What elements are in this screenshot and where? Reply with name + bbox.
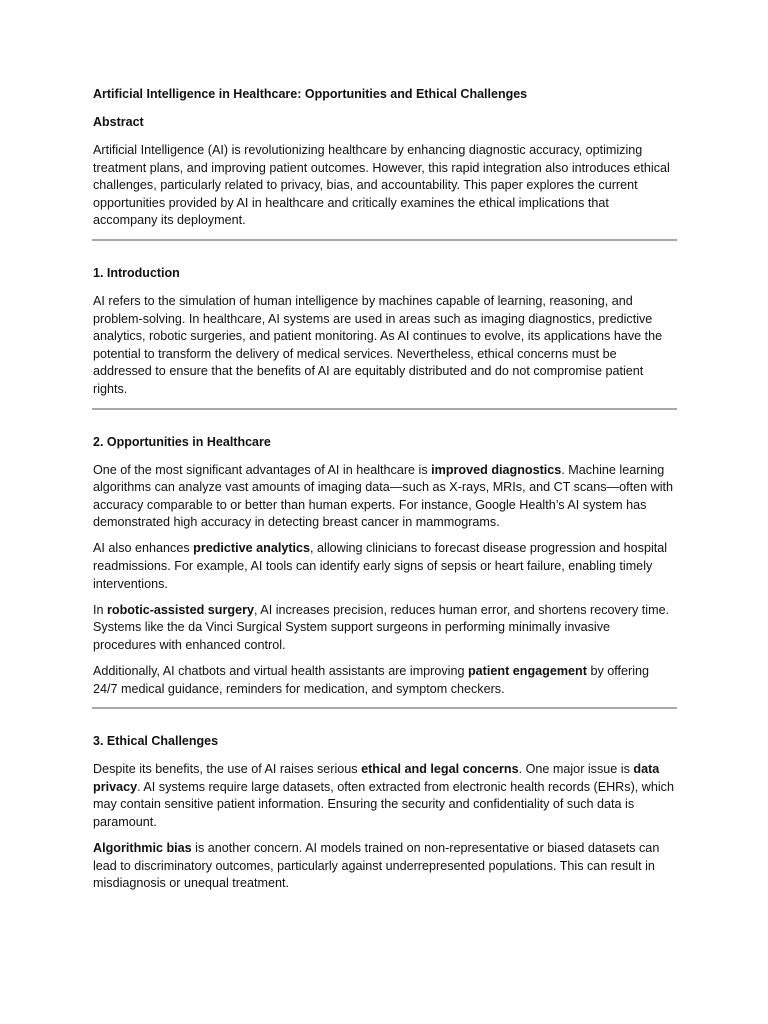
patient-engagement-paragraph bbox=[93, 663, 676, 698]
bold-term: patient engagement bbox=[467, 663, 587, 678]
section-heading-opportunities: 2. Opportunities in Healthcare bbox=[93, 434, 271, 449]
paragraph-text: , AI increases precision, reduces human error, and shortens recovery time. Systems like the da Vinci Surgical System support surgeons in performing minimally invasive procedures with enhanced control. bbox=[93, 602, 670, 652]
abstract-text: Artificial Intelligence (AI) is revolutionizing healthcare by enhancing diagnostic accuracy, optimizing treatment plans, and improving patient outcomes. However, this rapid integration also introduces ethical challenges, particularly related to privacy, bias, and accountability. This paper explores the current opportunities provided by AI in healthcare and critically examines the ethical implications that accompany its deployment. bbox=[93, 143, 670, 228]
paragraph-text: AI also enhances bbox=[93, 541, 194, 556]
document-title: Artificial Intelligence in Healthcare: Opportunities and Ethical Challenges bbox=[93, 87, 528, 101]
paragraph-text: In bbox=[93, 602, 108, 617]
paragraph-text: , allowing clinicians to forecast disease progression and hospital readmissions. For example, AI tools can identify early signs of sepsis or heart failure, enabling timely interventions. bbox=[93, 541, 668, 591]
paragraph-text: Despite its benefits, the use of AI raises serious bbox=[93, 762, 362, 777]
bold-term: predictive analytics bbox=[193, 541, 311, 556]
paragraph-text: One of the most significant advantages of AI in healthcare is bbox=[93, 462, 432, 477]
section-heading-introduction: 1. Introduction bbox=[93, 265, 180, 280]
bold-term: data privacy bbox=[93, 762, 660, 794]
predictive-analytics-paragraph bbox=[93, 540, 676, 593]
paragraph-text: . One major issue is bbox=[518, 762, 634, 777]
paragraph-text: by offering 24/7 medical guidance, reminders for medication, and symptom checkers. bbox=[93, 663, 650, 696]
bold-term: Algorithmic bias bbox=[93, 841, 192, 856]
section-divider bbox=[92, 239, 677, 241]
bold-term: improved diagnostics bbox=[431, 462, 562, 477]
introduction-paragraph bbox=[93, 293, 676, 399]
abstract-heading: Abstract bbox=[93, 115, 144, 129]
paragraph-text: . AI systems require large datasets, often extracted from electronic health records (EHRs), which may contain sensitive patient information. Ensuring the security and confidentiality of such data is paramount. bbox=[93, 779, 674, 829]
robotic-surgery-paragraph bbox=[93, 602, 676, 655]
bold-term: ethical and legal concerns bbox=[361, 762, 519, 777]
bold-term: robotic-assisted surgery bbox=[107, 602, 254, 617]
paragraph-text: is another concern. AI models trained on non-representative or biased datasets can lead to discriminatory outcomes, particularly against underrepresented populations. This can result in misdiagnosis or unequal treatment. bbox=[93, 841, 660, 891]
section-heading-ethical-challenges: 3. Ethical Challenges bbox=[93, 734, 219, 749]
data-privacy-paragraph bbox=[93, 761, 676, 831]
paragraph-text: . Machine learning algorithms can analyze vast amounts of imaging data—such as X-rays, MRIs, and CT scans—often with accuracy comparable to or better than human experts. For instance, Google Health’s AI system has demonstrated high accuracy in detecting breast cancer in mammograms. bbox=[93, 462, 674, 530]
paragraph-text: AI refers to the simulation of human intelligence by machines capable of learning, reasoning, and problem-solving. In healthcare, AI systems are used in areas such as imaging diagnostics, predictive analytics, robotic surgeries, and patient monitoring. As AI continues to evolve, its applications have the potential to transform the delivery of medical services. Nevertheless, ethical concerns must be addressed to ensure that the benefits of AI are equitably distributed and do not compromise patient rights. bbox=[93, 293, 663, 396]
section-divider bbox=[92, 408, 677, 410]
paragraph-text: Additionally, AI chatbots and virtual health assistants are improving bbox=[93, 663, 468, 678]
section-divider bbox=[92, 707, 677, 709]
diagnostics-paragraph bbox=[93, 462, 676, 532]
algorithmic-bias-paragraph bbox=[93, 840, 676, 893]
